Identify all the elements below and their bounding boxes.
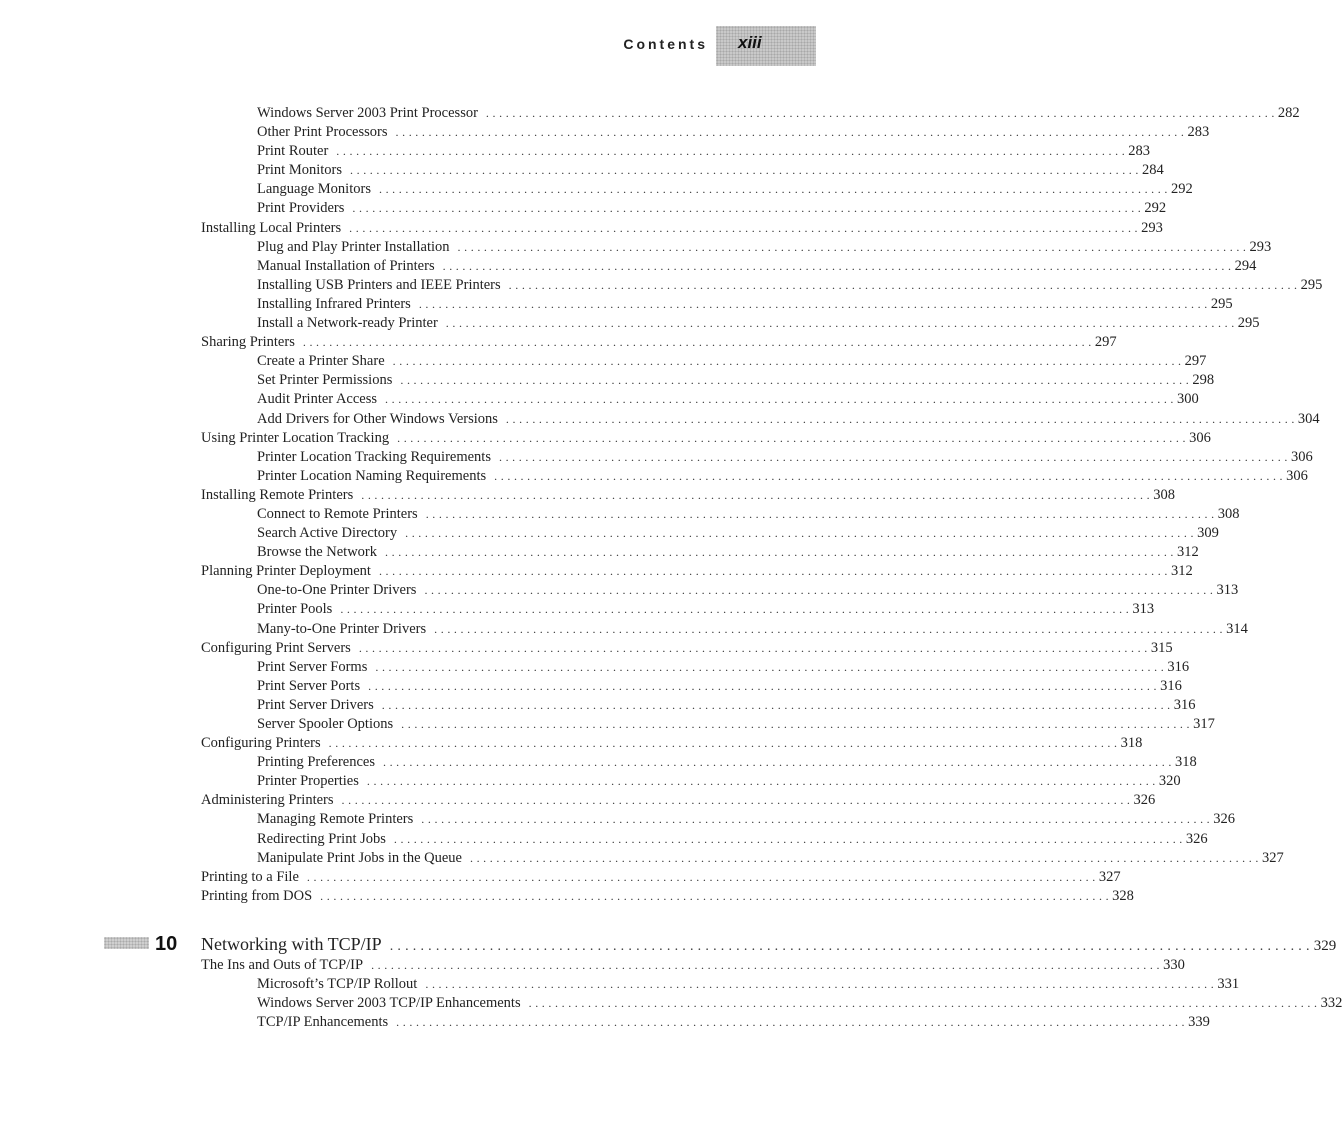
toc-entry[interactable]	[257, 600, 1155, 619]
leader-dots: ........................................................................................................................	[485, 106, 1278, 120]
toc-entry-page: 326	[1133, 792, 1156, 809]
toc-entry[interactable]	[257, 772, 1181, 791]
toc-entry[interactable]	[257, 467, 1308, 486]
toc-entry[interactable]	[257, 524, 1219, 543]
toc-entry-page: 326	[1213, 811, 1236, 828]
toc-entry-title: Printer Pools	[257, 601, 333, 618]
toc-entry-title: Printer Location Naming Requirements	[257, 467, 487, 484]
leader-dots: ........................................................................................................................	[358, 640, 1151, 655]
toc-entry-page: 316	[1160, 677, 1182, 694]
toc-entry-page: 317	[1193, 716, 1215, 732]
toc-entry-title: The Ins and Outs of TCP/IP	[201, 956, 364, 973]
toc-entry-title: Printer Location Tracking Requirements	[257, 448, 491, 465]
toc-entry[interactable]	[257, 1013, 1210, 1032]
toc-entry[interactable]	[257, 677, 1182, 696]
toc-entry[interactable]	[257, 371, 1215, 390]
toc-entry-page: 298	[1192, 372, 1215, 389]
toc-entry-title: Browse the Network	[257, 544, 378, 561]
leader-dots: ........................................................................................................................	[306, 869, 1099, 884]
toc-entry-title: Using Printer Location Tracking	[201, 429, 390, 446]
toc-entry-page: 306	[1189, 429, 1211, 446]
toc-entry[interactable]	[257, 975, 1240, 994]
leader-dots: ........................................................................................................................	[320, 888, 1113, 903]
toc-entry-page: 297	[1184, 353, 1207, 370]
toc-entry[interactable]	[257, 830, 1208, 849]
toc-entry-page: 330	[1163, 956, 1185, 973]
leader-dots: ........................................................................................................................	[340, 602, 1133, 617]
toc-entry[interactable]	[257, 238, 1272, 257]
toc-entry[interactable]	[257, 543, 1199, 562]
toc-entry-page: 300	[1177, 391, 1199, 408]
toc-entry-page: 297	[1094, 334, 1117, 351]
leader-dots: ........................................................................................................................	[366, 774, 1159, 789]
leader-dots: ........................................................................................................................	[401, 717, 1194, 731]
toc-entry-page: 326	[1185, 830, 1208, 847]
toc-entry-title: Print Monitors	[257, 162, 342, 179]
toc-entry-title: Add Drivers for Other Windows Versions	[257, 410, 498, 427]
toc-entry-title: Search Active Directory	[257, 525, 398, 542]
toc-entry-page: 293	[1249, 238, 1272, 255]
toc-entry-page: 293	[1141, 219, 1163, 236]
toc-entry-title: Printing Preferences	[257, 754, 375, 771]
toc-entry-page: 313	[1216, 582, 1239, 599]
leader-dots: ........................................................................................................................	[405, 526, 1198, 541]
toc-entry-title: Printing to a File	[201, 868, 299, 885]
toc-entry[interactable]	[257, 696, 1196, 715]
leader-dots: ........................................................................................................................	[350, 163, 1142, 178]
toc-entry[interactable]	[201, 219, 1163, 238]
toc-entry[interactable]	[257, 994, 1342, 1013]
toc-entry[interactable]	[201, 791, 1156, 810]
toc-entry-title: Set Printer Permissions	[257, 372, 393, 389]
leader-dots: ........................................................................................................................	[368, 678, 1161, 693]
leader-dots: ........................................................................................................................	[389, 938, 1314, 954]
toc-entry[interactable]	[257, 104, 1300, 123]
leader-dots: ........................................................................................................................	[352, 201, 1145, 216]
toc-entry-page: 314	[1226, 620, 1248, 637]
leader-dots: ........................................................................................................................	[424, 583, 1217, 598]
toc-entry-title: Sharing Printers	[201, 334, 295, 351]
toc-entry-page: 306	[1286, 467, 1308, 484]
toc-entry-page: 292	[1170, 181, 1193, 198]
header-tab	[716, 26, 816, 66]
toc-entry-title: Configuring Printers	[201, 735, 321, 752]
leader-dots: ........................................................................................................................	[494, 468, 1287, 483]
toc-entry-page: 313	[1132, 601, 1155, 618]
leader-dots: ........................................................................................................................	[378, 564, 1171, 579]
leader-dots: ........................................................................................................................	[336, 144, 1129, 159]
leader-dots: ........................................................................................................................	[395, 125, 1188, 140]
leader-dots: ........................................................................................................................	[361, 487, 1154, 502]
leader-dots: ........................................................................................................................	[421, 812, 1214, 827]
toc-entry-title: Print Server Forms	[257, 658, 368, 675]
toc-entry-page: 327	[1098, 868, 1121, 885]
toc-entry-page: 316	[1173, 696, 1196, 713]
toc-entry-page: 318	[1120, 735, 1143, 752]
toc-entry-page: 312	[1177, 544, 1199, 561]
toc-entry-title: Plug and Play Printer Installation	[257, 238, 450, 255]
toc-entry[interactable]	[201, 333, 1117, 352]
toc-entry-title: Install a Network-ready Printer	[257, 315, 438, 332]
toc-entry[interactable]	[201, 887, 1134, 906]
header-section-label: Contents	[623, 36, 708, 52]
toc-entry-page: 308	[1217, 505, 1240, 522]
toc-entry-page: 308	[1153, 486, 1175, 503]
toc-entry[interactable]	[257, 123, 1210, 142]
toc-entry-title: Print Server Drivers	[257, 696, 374, 713]
toc-entry-title: Administering Printers	[201, 792, 334, 809]
toc-entry[interactable]	[257, 257, 1257, 276]
toc-entry-page: 295	[1300, 276, 1323, 293]
leader-dots: ........................................................................................................................	[400, 373, 1193, 388]
leader-dots: ........................................................................................................................	[385, 392, 1178, 407]
toc-entry-title: Installing Infrared Printers	[257, 295, 411, 312]
toc-entry-title: TCP/IP Enhancements	[257, 1014, 389, 1031]
toc-entry[interactable]	[201, 734, 1143, 753]
toc-entry-page: 309	[1197, 525, 1219, 542]
toc-entry-title: Managing Remote Printers	[257, 811, 414, 828]
leader-dots: ........................................................................................................................	[469, 850, 1262, 865]
toc-entry[interactable]	[257, 849, 1284, 868]
chapter-entry[interactable]	[155, 932, 1337, 956]
toc-entry[interactable]	[257, 715, 1215, 734]
leader-dots: ........................................................................................................................	[328, 736, 1121, 751]
toc-entry[interactable]	[257, 180, 1193, 199]
toc-entry-page: 282	[1277, 105, 1300, 121]
toc-entry[interactable]	[257, 658, 1190, 677]
toc-entry-page: 328	[1112, 887, 1134, 904]
toc-entry-title: One-to-One Printer Drivers	[257, 582, 417, 599]
toc-entry-page: 316	[1167, 658, 1190, 675]
toc-entry[interactable]	[257, 314, 1260, 333]
leader-dots: ........................................................................................................................	[528, 996, 1321, 1011]
toc-entry-title: Language Monitors	[257, 181, 371, 198]
toc-entry-page: 295	[1210, 295, 1233, 312]
toc-entry[interactable]	[257, 390, 1199, 409]
toc-entry[interactable]	[201, 429, 1211, 448]
toc-entry-page: 304	[1297, 410, 1320, 427]
leader-dots: ........................................................................................................................	[498, 449, 1291, 464]
leader-dots: ........................................................................................................................	[434, 621, 1227, 636]
toc-entry-title: Windows Server 2003 Print Processor	[257, 105, 478, 121]
leader-dots: ........................................................................................................................	[442, 258, 1235, 273]
toc-entry-page: 294	[1234, 257, 1257, 274]
toc-entry-page: 331	[1217, 976, 1240, 993]
toc-entry-page: 284	[1142, 162, 1164, 179]
toc-entry[interactable]	[201, 486, 1175, 505]
toc-entry-title: Many-to-One Printer Drivers	[257, 620, 427, 637]
toc-entry[interactable]	[257, 352, 1207, 371]
chapter-title: Networking with TCP/IP	[201, 933, 382, 954]
toc-entry-page: 283	[1187, 124, 1210, 141]
leader-dots: ........................................................................................................................	[392, 354, 1185, 369]
leader-dots: ........................................................................................................................	[397, 430, 1190, 445]
leader-dots: ........................................................................................................................	[382, 755, 1175, 770]
toc-entry-title: Connect to Remote Printers	[257, 505, 418, 522]
toc-entry-title: Other Print Processors	[257, 124, 388, 141]
toc-entry[interactable]	[257, 295, 1233, 314]
leader-dots: ........................................................................................................................	[445, 316, 1238, 331]
toc-entry-title: Manipulate Print Jobs in the Queue	[257, 849, 462, 866]
toc-entry-title: Server Spooler Options	[257, 716, 394, 732]
toc-entry-page: 332	[1320, 995, 1342, 1012]
leader-dots: ........................................................................................................................	[418, 296, 1211, 311]
toc-entry[interactable]	[257, 161, 1164, 180]
leader-dots: ........................................................................................................................	[425, 506, 1218, 521]
toc-entry-title: Configuring Print Servers	[201, 639, 351, 656]
leader-dots: ........................................................................................................................	[302, 335, 1095, 350]
toc-entry-page: 292	[1144, 200, 1167, 217]
chapter-gap	[0, 906, 816, 932]
leader-dots: ........................................................................................................................	[508, 277, 1301, 292]
toc-entry-title: Print Router	[257, 143, 329, 160]
chapter-number: 10	[155, 932, 178, 955]
toc-entry[interactable]	[257, 142, 1151, 161]
toc-entry-page: 318	[1174, 754, 1197, 771]
toc-entry[interactable]	[257, 581, 1239, 600]
toc-entry-title: Print Providers	[257, 200, 345, 217]
table-of-contents	[0, 104, 1342, 1032]
toc-entry-title: Planning Printer Deployment	[201, 563, 371, 580]
toc-entry[interactable]	[257, 276, 1323, 295]
toc-entry-title: Installing USB Printers and IEEE Printers	[257, 276, 501, 293]
toc-entry-title: Printing from DOS	[201, 887, 313, 904]
toc-entry-title: Installing Remote Printers	[201, 486, 354, 503]
toc-entry[interactable]	[257, 810, 1236, 829]
leader-dots: ........................................................................................................................	[396, 1015, 1189, 1030]
toc-entry-title: Print Server Ports	[257, 677, 361, 694]
leader-dots: ........................................................................................................................	[341, 793, 1134, 808]
leader-dots: ........................................................................................................................	[393, 831, 1186, 846]
toc-entry[interactable]	[201, 639, 1173, 658]
toc-entry-page: 339	[1188, 1014, 1210, 1031]
toc-entry-page: 312	[1170, 563, 1193, 580]
chapter-page: 329	[1313, 937, 1337, 954]
toc-entry-page: 283	[1128, 143, 1151, 160]
toc-entry[interactable]	[201, 562, 1193, 581]
leader-dots: ........................................................................................................................	[381, 697, 1174, 712]
toc-entry-page: 315	[1150, 639, 1173, 656]
leader-dots: ........................................................................................................................	[457, 239, 1250, 254]
toc-entry-title: Windows Server 2003 TCP/IP Enhancements	[257, 995, 521, 1012]
chapter-marker-bar	[104, 937, 149, 949]
toc-entry[interactable]	[201, 868, 1121, 887]
toc-entry-title: Manual Installation of Printers	[257, 257, 435, 274]
header-page-number: xiii	[738, 33, 762, 52]
toc-entry-title: Redirecting Print Jobs	[257, 830, 386, 847]
leader-dots: ........................................................................................................................	[425, 977, 1218, 992]
toc-entry-page: 327	[1261, 849, 1284, 866]
leader-dots: ........................................................................................................................	[371, 957, 1164, 972]
toc-entry[interactable]	[201, 956, 1185, 975]
toc-entry-title: Audit Printer Access	[257, 391, 378, 408]
leader-dots: ........................................................................................................................	[349, 220, 1142, 235]
toc-entry-title: Create a Printer Share	[257, 353, 385, 370]
toc-entry-title: Installing Local Printers	[201, 219, 342, 236]
leader-dots: ........................................................................................................................	[378, 182, 1171, 197]
toc-entry[interactable]	[257, 620, 1248, 639]
leader-dots: ........................................................................................................................	[375, 659, 1168, 674]
toc-entry-page: 306	[1290, 448, 1313, 465]
toc-entries-before-chapter	[0, 104, 1323, 906]
toc-entry-title: Printer Properties	[257, 773, 359, 790]
leader-dots: ........................................................................................................................	[385, 545, 1178, 560]
toc-entry[interactable]	[257, 753, 1197, 772]
toc-entry[interactable]	[257, 199, 1167, 218]
toc-entry[interactable]	[257, 410, 1320, 429]
toc-entry[interactable]	[257, 448, 1313, 467]
toc-entry-page: 295	[1237, 315, 1260, 332]
toc-entry[interactable]	[257, 505, 1240, 524]
leader-dots: ........................................................................................................................	[505, 411, 1298, 426]
toc-entries-after-chapter	[0, 956, 1342, 1032]
toc-entry-page: 320	[1158, 773, 1181, 790]
toc-entry-title: Microsoft’s TCP/IP Rollout	[257, 976, 418, 993]
